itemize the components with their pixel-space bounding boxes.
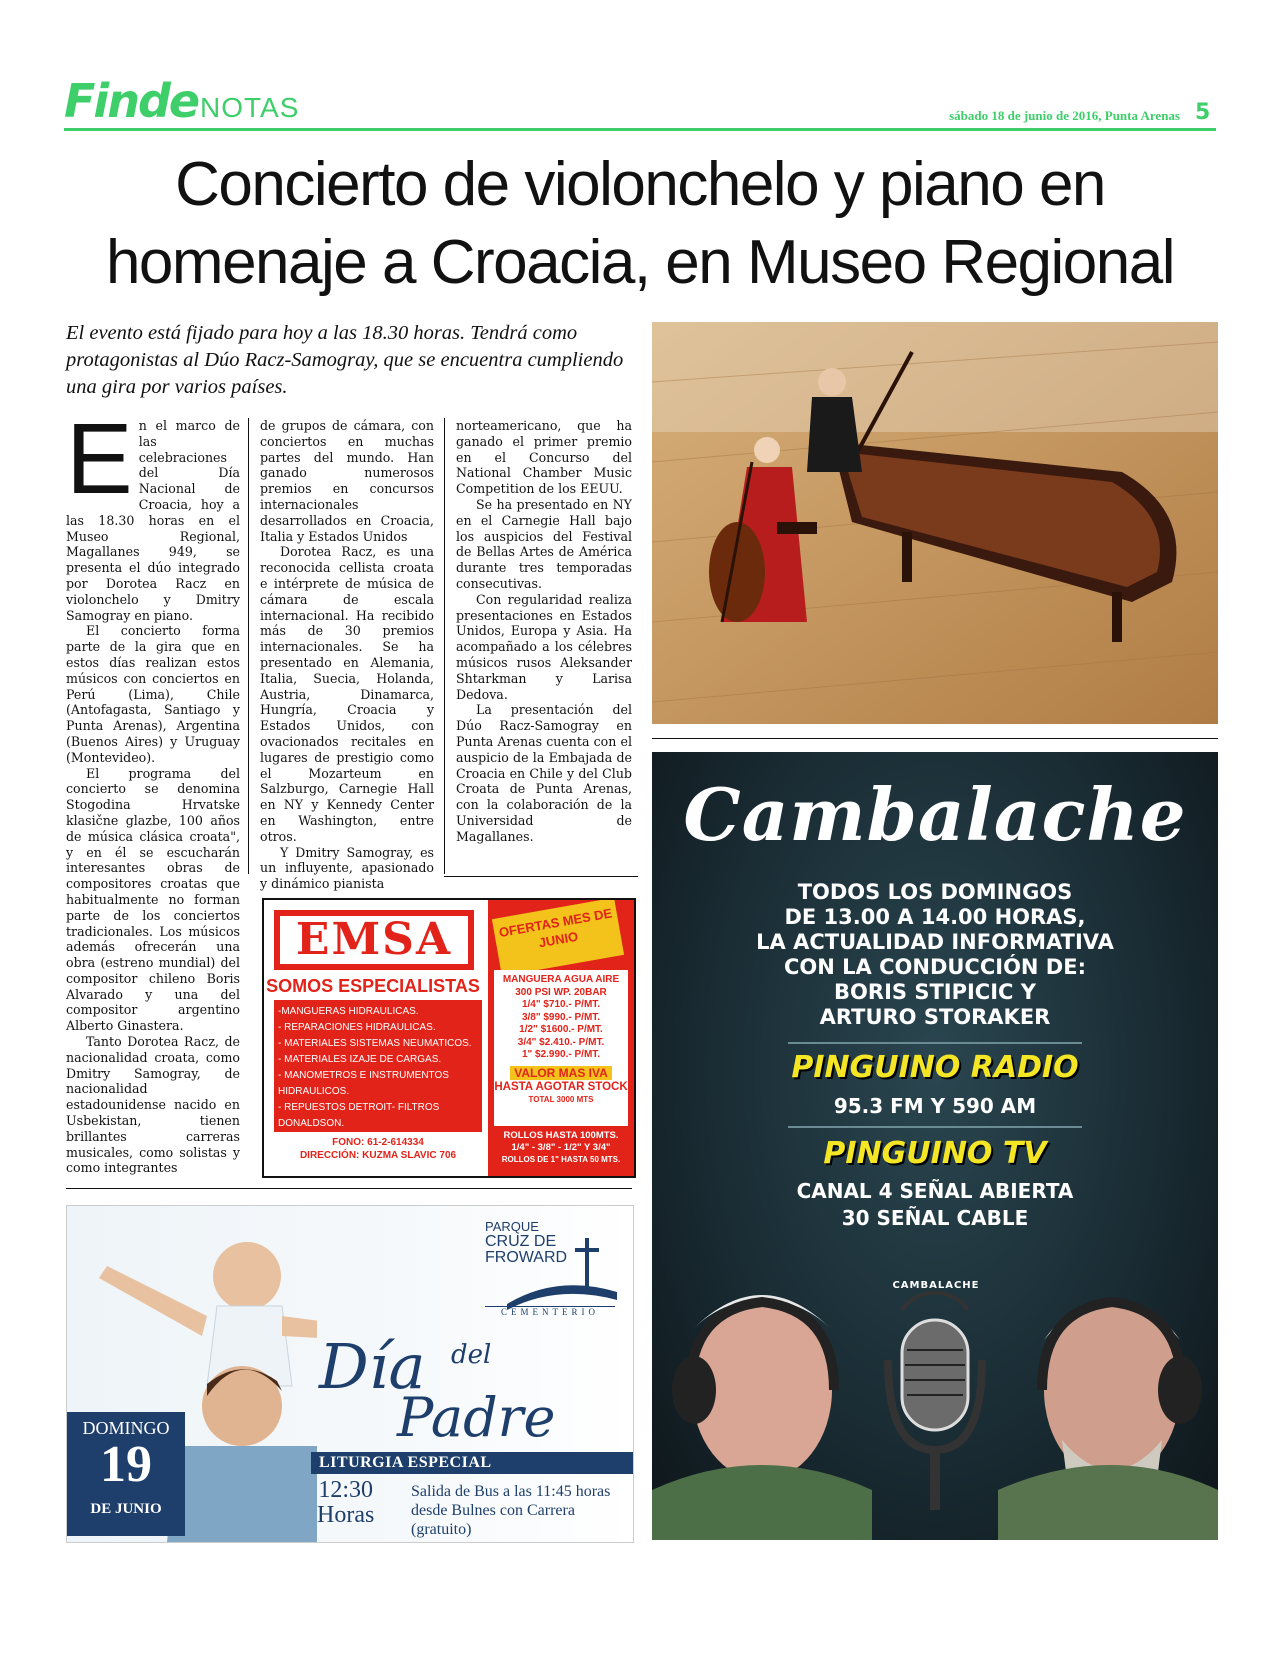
price-line: 3/8" $990.- P/MT. [521, 1011, 601, 1023]
concert-photo-illustration [652, 322, 1218, 724]
rollos-line: ROLLOS DE 1" HASTA 50 MTS. [501, 1155, 621, 1164]
schedule-line: CON LA CONDUCCIÓN DE: [784, 955, 1086, 979]
article-paragraph: El programa del concierto se denomina Stogodina Hrvatske klasične glazbe, 100 años de música clásica croata", y en él se escucharán interesantes obras de compositores croatas que habitualmente no forman parte de los conciertos tradicionales. Los músicos además ofrecerán una obra (estreno mundial) del compositor chileno Boris Alvarado y una del compositor argentino Alberto Ginastera. [66, 765, 240, 1034]
padre-word: Padre [397, 1386, 556, 1449]
liturgia-banner: LITURGIA ESPECIAL [311, 1452, 634, 1474]
date-month: DE JUNIO [90, 1501, 162, 1517]
date-day: 19 [100, 1436, 152, 1493]
service-item: - MANOMETROS E INSTRUMENTOS HIDRAULICOS. [278, 1070, 449, 1097]
drop-cap: E [66, 403, 133, 515]
cambalache-title: Cambalache [683, 772, 1187, 857]
date-badge [67, 1412, 185, 1536]
rollos-line: 1/4" - 3/8" - 1/2" Y 3/4" [511, 1142, 611, 1153]
schedule-line: LA ACTUALIDAD INFORMATIVA [756, 930, 1114, 954]
event-time-value: 12:30 [318, 1477, 373, 1503]
parque-name: FROWARD [485, 1249, 568, 1266]
cementerio-label: CEMENTERIO [485, 1306, 615, 1317]
price-line: 1/2" $1600.- P/MT. [519, 1024, 603, 1035]
dia-word: Día [319, 1330, 426, 1403]
del-word: del [451, 1340, 492, 1370]
article-paragraph: Con regularidad realiza presentaciones en Estados Unidos, Europa y Asia. Ha acompañado a los célebres músicos rusos Aleksander Shtarkman y Larisa Dedova. [456, 591, 632, 702]
section-rule [652, 738, 1218, 739]
schedule-line: BORIS STIPICIC Y [834, 980, 1036, 1004]
emsa-logo-frame [274, 910, 474, 970]
emsa-contact [274, 1136, 482, 1162]
event-time-unit: Horas [317, 1502, 375, 1528]
emsa-address: DIRECCIÓN: KUZMA SLAVIC 706 [299, 1150, 457, 1161]
tv-channel-line: CANAL 4 SEÑAL ABIERTA [796, 1179, 1074, 1203]
schedule-line: ARTURO STORAKER [819, 1005, 1051, 1029]
emsa-offer-panel [488, 900, 634, 1176]
section-name: NOTAS [200, 92, 300, 123]
service-item: - REPUESTOS DETROIT- FILTROS DONALDSON. [278, 1102, 440, 1129]
radio-brand: PINGUINO RADIO [791, 1050, 1079, 1085]
article-paragraph: de grupos de cámara, con conciertos en muchas partes del mundo. Han ganado numerosos premios en concursos internacionales desarrollados en Croacia, Italia y Estados Unidos [260, 418, 434, 544]
schedule-line: TODOS LOS DOMINGOS [797, 880, 1073, 904]
service-item: -MANGUERAS HIDRAULICAS. [278, 1006, 419, 1017]
cross-emblem-icon [507, 1234, 617, 1314]
parque-name: CRUZ DE [485, 1233, 557, 1250]
article-column-2 [260, 418, 434, 892]
article-paragraph: norteamericano, que ha ganado el primer premio en el Concurso del National Chamber Music Competition de los EEUU. [456, 418, 632, 497]
divider-line [788, 1126, 1082, 1128]
mic-label: CAMBALACHE [892, 1280, 980, 1291]
event-time [317, 1478, 374, 1528]
article-paragraph: Se ha presentado en NY en el Carnegie Hall bajo los auspicios del Festival de Bellas Artes de América durante tres temporadas consecutivas. [456, 496, 632, 591]
tv-channels [652, 1178, 1218, 1232]
price-line: 1/4" $710.- P/MT. [521, 999, 601, 1010]
cambalache-advertisement [652, 752, 1218, 1540]
section-rule [66, 1188, 632, 1189]
tv-channel-line: 30 SEÑAL CABLE [841, 1206, 1029, 1230]
dateline: sábado 18 de junio de 2016, Punta Arenas [949, 108, 1180, 123]
section-brand-logo: Finde [64, 74, 199, 128]
emsa-logo: EMSA [280, 916, 468, 964]
article-paragraph: El concierto forma parte de la gira que en estos días realizan estos músicos con conciertos en Perú (Lima), Chile (Antofagasta, Santiago y Punta Arenas), Argentina (Buenos Aires) y Uruguay (Montevideo). [66, 623, 240, 765]
article-lede: El evento está fijado para hoy a las 18.30 horas. Tendrá como protagonistas al Dúo Racz-Samogray, que se encuentra cumpliendo una gira por varios países. [66, 322, 624, 398]
column-divider [248, 418, 249, 874]
article-paragraph: Tanto Dorotea Racz, de nacionalidad croata, como Dmitry Samogray, de nacionalidad estadounidense nacido en Usbekistan, tienen brillantes carreras musicales, como solistas y como integrantes [66, 1034, 240, 1176]
price-line: 3/4" $2.410.- P/MT. [517, 1036, 605, 1048]
valor-badge: VALOR MAS IVA [510, 1066, 612, 1081]
offer-spec: 300 PSI WP. 20BAR [515, 986, 607, 998]
service-item: - REPARACIONES HIDRAULICAS. [278, 1022, 436, 1033]
article-paragraph: Y Dmitry Samogray, es un influyente, apasionado y dinámico pianista [260, 844, 434, 892]
program-schedule [652, 880, 1218, 1030]
emsa-tagline: SOMOS ESPECIALISTAS [266, 976, 480, 996]
column-divider [444, 418, 445, 874]
service-item: - MATERIALES IZAJE DE CARGAS. [278, 1054, 442, 1065]
date-weekday: DOMINGO [82, 1418, 170, 1438]
article-paragraph: La presentación del Dúo Racz-Samogray en Punta Arenas cuenta con el auspicio de la Embajada de Croacia en Chile y del Club Croata de Punta Arenas, con la colaboración de la Universidad de Magallanes. [456, 702, 632, 844]
page-number: 5 [1195, 100, 1211, 125]
article-paragraph: Dorotea Racz, es una reconocida cellista croata e intérprete de música de cámara de escala internacional. Ha recibido más de 30 premios internacionales. Se ha presentado en Alemania, Italia, Suecia, Holanda, Austria, Dinamarca, Hungría, Croacia y Estados Unidos, con ovacionados recitales en lugares de prestigio como el Mozarteum en Salzburgo, Carnegie Hall en NY y Kennedy Center en Washington, entre otros. [260, 544, 434, 844]
parque-label: PARQUE [485, 1219, 539, 1234]
schedule-line: DE 13.00 A 14.00 HORAS, [784, 905, 1086, 929]
stock-total: TOTAL 3000 MTS [528, 1095, 594, 1104]
offer-title-badge: OFERTAS MES DE JUNIO [492, 898, 624, 976]
article-column-1 [66, 403, 240, 1176]
emsa-phone: FONO: 61-2-614334 [332, 1137, 424, 1148]
offer-product: MANGUERA AGUA AIRE [502, 974, 620, 985]
emsa-advertisement [262, 898, 636, 1178]
dia-del-padre-advertisement [66, 1205, 634, 1543]
divider-line [788, 1042, 1082, 1044]
article-column-3 [456, 418, 632, 845]
stock-notice: HASTA AGOTAR STOCK [494, 1081, 628, 1093]
bus-info: Salida de Bus a las 11:45 horas desde Bulnes con Carrera (gratuito) [411, 1483, 611, 1538]
radio-frequency: 95.3 FM Y 590 AM [833, 1094, 1037, 1118]
header-rule [64, 128, 1216, 131]
rollos-line: ROLLOS HASTA 100MTS. [503, 1130, 619, 1141]
tv-brand: PINGUINO TV [823, 1136, 1047, 1171]
column-rule [444, 876, 638, 877]
price-line: 1" $2.990.- P/MT. [521, 1049, 601, 1060]
article-headline: Concierto de violonchelo y piano en homenaje a Croacia, en Museo Regional [105, 150, 1175, 297]
offer-details [494, 970, 628, 1126]
emsa-services-list [274, 1000, 482, 1132]
concert-photo [652, 322, 1218, 724]
service-item: - MATERIALES SISTEMAS NEUMATICOS. [278, 1038, 472, 1049]
article-paragraph: n el marco de las celebraciones del Día Nacional de Croacia, hoy a las 18.30 horas en el Museo Regional, Magallanes 949, se presenta el dúo integrado por Dorotea Racz en violonchelo y Dmitry Samogray en piano. [66, 418, 240, 623]
rollos-info [492, 1130, 630, 1166]
